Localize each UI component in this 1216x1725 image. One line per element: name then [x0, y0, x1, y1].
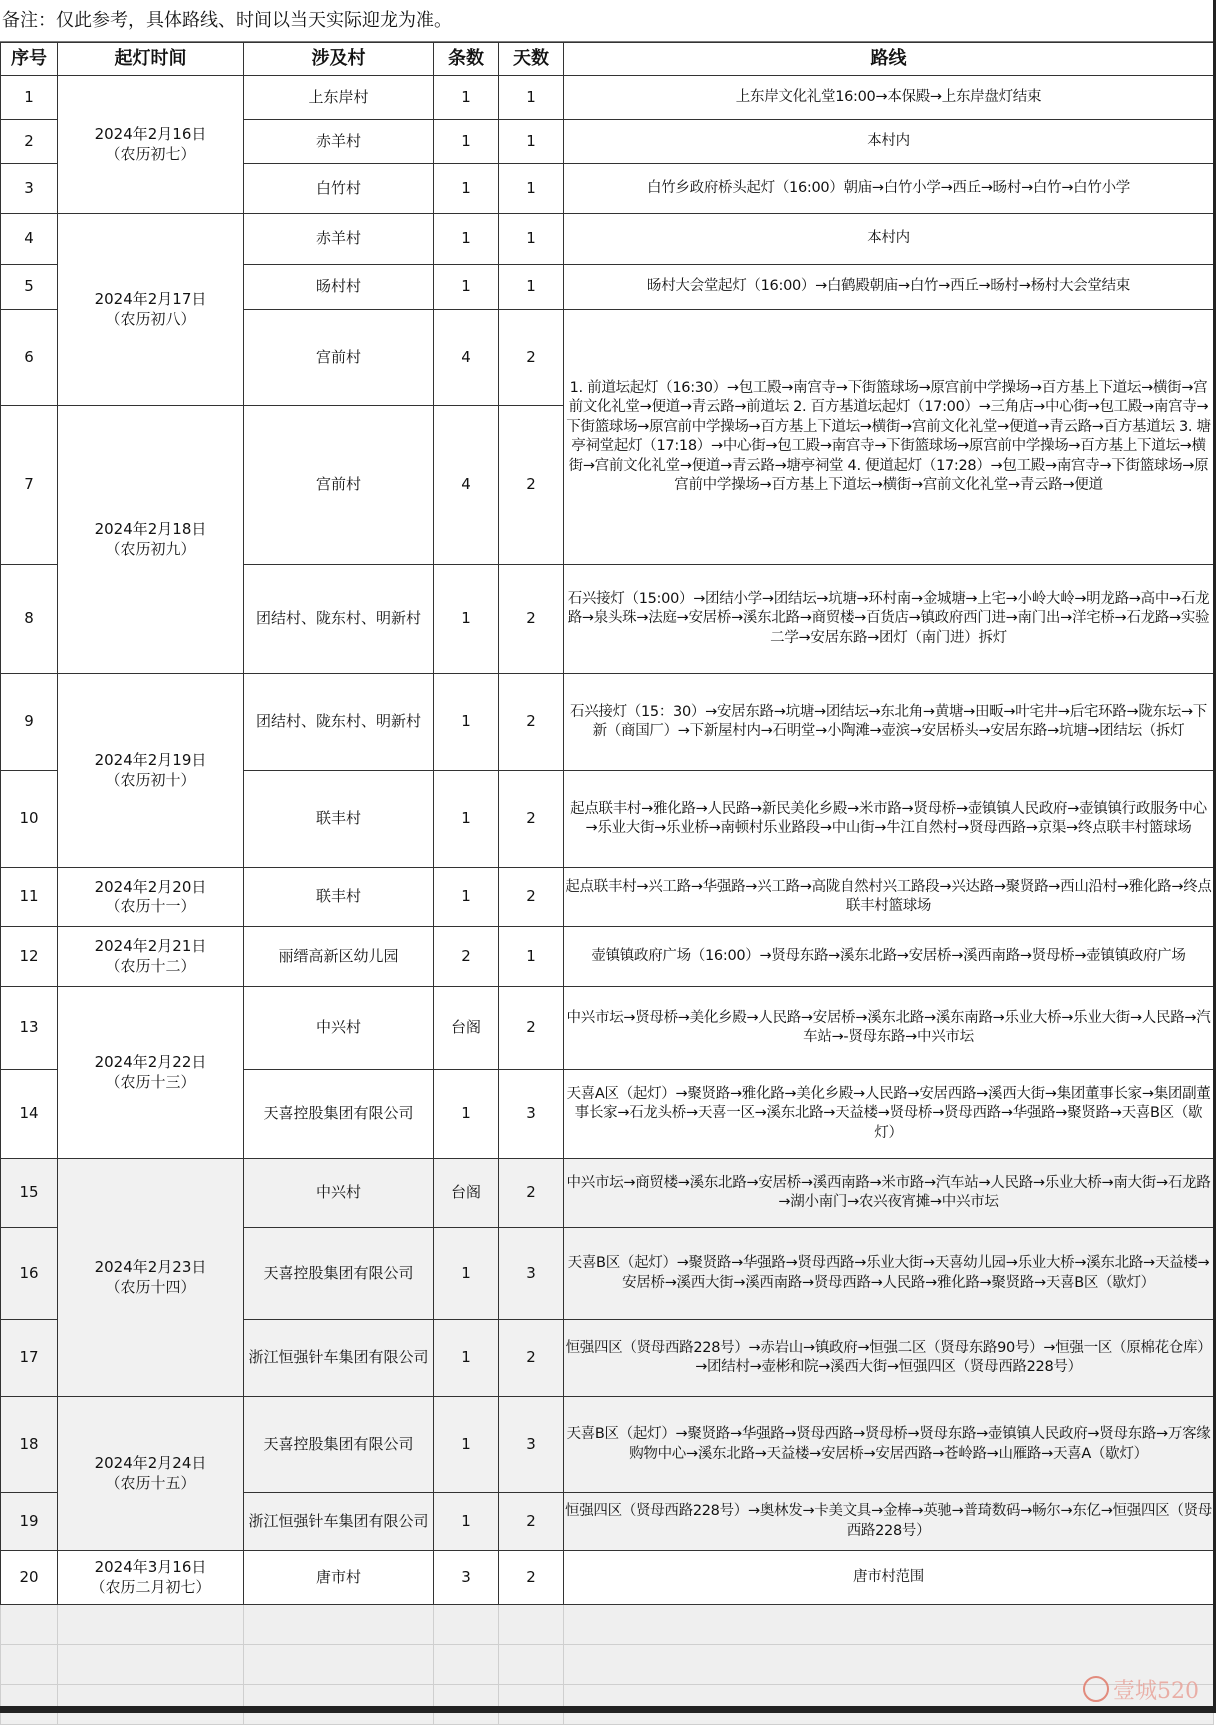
watermark-logo-icon	[1083, 1676, 1109, 1702]
cell-serial: 4	[1, 214, 58, 265]
cell-days: 2	[499, 310, 564, 406]
cell-serial: 15	[1, 1159, 58, 1228]
cell-village: 浙江恒强针车集团有限公司	[244, 1320, 434, 1397]
cell-date: 2024年2月23日 （农历十四）	[58, 1159, 244, 1397]
cell-days: 1	[499, 214, 564, 265]
cell-days: 3	[499, 1070, 564, 1159]
cell-route: 中兴市坛→商贸楼→溪东北路→安居桥→溪西南路→米市路→汽车站→人民路→乐业大桥→南大街→石龙路→湖小南门→农兴夜宵摊→中兴市坛	[564, 1159, 1214, 1228]
cell-route: 本村内	[564, 120, 1214, 164]
cell-village: 丽缙高新区幼儿园	[244, 927, 434, 987]
cell-date: 2024年2月16日 （农历初七）	[58, 76, 244, 214]
cell-serial: 13	[1, 987, 58, 1070]
cell-village: 天喜控股集团有限公司	[244, 1070, 434, 1159]
table-row	[1, 1159, 1214, 1228]
cell-lines: 1	[434, 1228, 499, 1320]
cell-serial: 9	[1, 674, 58, 771]
table-row	[1, 987, 1214, 1070]
cell-serial: 16	[1, 1228, 58, 1320]
cell-days: 1	[499, 927, 564, 987]
cell-serial: 18	[1, 1397, 58, 1493]
cell-serial: 10	[1, 771, 58, 868]
cell-date: 2024年2月18日 （农历初九）	[58, 406, 244, 674]
cell-days: 3	[499, 1228, 564, 1320]
cell-serial: 19	[1, 1493, 58, 1551]
cell-date: 2024年2月24日 （农历十五）	[58, 1397, 244, 1551]
bottom-edge	[0, 1706, 1216, 1713]
cell-village: 天喜控股集团有限公司	[244, 1228, 434, 1320]
cell-village: 唐市村	[244, 1551, 434, 1605]
cell-route: 上东岸文化礼堂16:00→本保殿→上东岸盘灯结束	[564, 76, 1214, 120]
cell-serial: 11	[1, 868, 58, 927]
header-route: 路线	[564, 43, 1214, 76]
cell-lines: 台阁	[434, 987, 499, 1070]
cell-route: 白竹乡政府桥头起灯（16:00）朝庙→白竹小学→西丘→旸村→白竹→白竹小学	[564, 164, 1214, 214]
cell-days: 2	[499, 1493, 564, 1551]
cell-lines: 1	[434, 120, 499, 164]
cell-lines: 2	[434, 927, 499, 987]
header-day-count: 天数	[499, 43, 564, 76]
cell-serial: 7	[1, 406, 58, 565]
cell-serial: 1	[1, 76, 58, 120]
cell-route: 石兴接灯（15:00）→团结小学→团结坛→坑塘→环村南→金城塘→上宅→小岭大岭→明龙路→高中→石龙路→泉头珠→法庭→安居桥→溪东北路→商贸楼→百货店→镇政府西门进→南门出→洋宅桥→石龙路→实验二学→安居东路→团灯（南门进）拆灯	[564, 565, 1214, 674]
empty-row	[1, 1605, 1214, 1645]
header-serial: 序号	[1, 43, 58, 76]
cell-days: 2	[499, 1320, 564, 1397]
cell-date: 2024年2月20日 （农历十一）	[58, 868, 244, 927]
cell-serial: 20	[1, 1551, 58, 1605]
cell-days: 1	[499, 76, 564, 120]
cell-date: 2024年2月21日 （农历十二）	[58, 927, 244, 987]
table-row	[1, 214, 1214, 265]
table-row	[1, 927, 1214, 987]
empty-row	[1, 1645, 1214, 1685]
cell-lines: 3	[434, 1551, 499, 1605]
cell-route: 天喜B区（起灯）→聚贤路→华强路→贤母西路→贤母桥→贤母东路→壶镇镇人民政府→贤母东路→万客缘购物中心→溪东北路→天益楼→安居桥→安居西路→苍岭路→山雁路→天喜A（歇灯）	[564, 1397, 1214, 1493]
cell-route: 起点联丰村→雅化路→人民路→新民美化乡殿→米市路→贤母桥→壶镇镇人民政府→壶镇镇行政服务中心→乐业大街→乐业桥→南顿村乐业路段→中山街→牛江自然村→贤母西路→京渠→终点联丰村篮球场	[564, 771, 1214, 868]
table-row	[1, 76, 1214, 120]
cell-days: 2	[499, 565, 564, 674]
cell-village: 赤羊村	[244, 120, 434, 164]
cell-lines: 1	[434, 674, 499, 771]
remark-note: 备注：仅此参考，具体路线、时间以当天实际迎龙为准。	[0, 0, 1216, 42]
cell-lines: 4	[434, 310, 499, 406]
cell-route: 起点联丰村→兴工路→华强路→兴工路→高陇自然村兴工路段→兴达路→聚贤路→西山沿村→雅化路→终点联丰村篮球场	[564, 868, 1214, 927]
cell-route: 石兴接灯（15：30）→安居东路→坑塘→团结坛→东北角→黄塘→田畈→叶宅井→后宅环路→陇东坛→下新（商国厂）→下新屋村内→石明堂→小陶滩→壶滨→安居桥头→安居东路→坑塘→团结坛（拆灯	[564, 674, 1214, 771]
cell-lines: 1	[434, 1320, 499, 1397]
cell-village: 联丰村	[244, 771, 434, 868]
cell-days: 1	[499, 120, 564, 164]
cell-days: 2	[499, 987, 564, 1070]
cell-village: 旸村村	[244, 265, 434, 310]
empty-row	[1, 1685, 1214, 1725]
table-row	[1, 868, 1214, 927]
cell-lines: 1	[434, 76, 499, 120]
cell-serial: 8	[1, 565, 58, 674]
cell-village: 中兴村	[244, 1159, 434, 1228]
cell-village: 团结村、陇东村、明新村	[244, 674, 434, 771]
cell-lines: 1	[434, 1070, 499, 1159]
cell-lines: 1	[434, 1397, 499, 1493]
site-watermark	[1083, 1672, 1211, 1706]
cell-serial: 5	[1, 265, 58, 310]
cell-village: 团结村、陇东村、明新村	[244, 565, 434, 674]
cell-days: 2	[499, 406, 564, 565]
cell-lines: 4	[434, 406, 499, 565]
header-line-count: 条数	[434, 43, 499, 76]
cell-route-merged: 1. 前道坛起灯（16:30）→包工殿→南宫寺→下街篮球场→原宫前中学操场→百方基上下道坛→横街→宫前文化礼堂→便道→青云路→前道坛 2. 百方基道坛起灯（17:00）→三角店→中心街→包工殿→南宫寺→下街篮球场→原宫前中学操场→百方基上下道坛→横街→宫前文化礼堂→便道→青云路→百方基道坛 3. 塘亭祠堂起灯（17:18）→中心街→包工殿→南宫寺→下街篮球场→原宫前中学操场→百方基上下道坛→横街→宫前文化礼堂→便道→青云路→塘亭祠堂 4. 便道起灯（17:28）→包工殿→南宫寺→下街篮球场→原宫前中学操场→百方基上下道坛→横街→宫前文化礼堂→青云路→便道	[564, 310, 1214, 565]
cell-days: 2	[499, 868, 564, 927]
cell-serial: 2	[1, 120, 58, 164]
cell-route: 旸村大会堂起灯（16:00）→白鹤殿朝庙→白竹→西丘→旸村→杨村大会堂结束	[564, 265, 1214, 310]
table-row	[1, 1397, 1214, 1493]
cell-route: 壶镇镇政府广场（16:00）→贤母东路→溪东北路→安居桥→溪西南路→贤母桥→壶镇镇政府广场	[564, 927, 1214, 987]
cell-serial: 12	[1, 927, 58, 987]
cell-village: 天喜控股集团有限公司	[244, 1397, 434, 1493]
cell-lines: 1	[434, 164, 499, 214]
cell-route: 本村内	[564, 214, 1214, 265]
cell-days: 2	[499, 771, 564, 868]
cell-village: 白竹村	[244, 164, 434, 214]
cell-village: 赤羊村	[244, 214, 434, 265]
cell-village: 联丰村	[244, 868, 434, 927]
table-row	[1, 674, 1214, 771]
header-start-time: 起灯时间	[58, 43, 244, 76]
cell-route: 天喜B区（起灯）→聚贤路→华强路→贤母西路→乐业大街→天喜幼儿园→乐业大桥→溪东北路→天益楼→安居桥→溪西大街→溪西南路→贤母西路→人民路→雅化路→聚贤路→天喜B区（歇灯）	[564, 1228, 1214, 1320]
cell-days: 2	[499, 1159, 564, 1228]
cell-serial: 3	[1, 164, 58, 214]
cell-date: 2024年2月19日 （农历初十）	[58, 674, 244, 868]
cell-lines: 1	[434, 214, 499, 265]
cell-lines: 台阁	[434, 1159, 499, 1228]
cell-route: 恒强四区（贤母西路228号）→奥林发→卡美文具→金棒→英驰→普琦数码→畅尔→东亿→恒强四区（贤母西路228号）	[564, 1493, 1214, 1551]
cell-lines: 1	[434, 565, 499, 674]
cell-village: 宫前村	[244, 310, 434, 406]
cell-route: 天喜A区（起灯）→聚贤路→雅化路→美化乡殿→人民路→安居西路→溪西大街→集团董事长家→集团副董事长家→石龙头桥→天喜一区→溪东北路→天益楼→贤母桥→贤母西路→华强路→聚贤路→天喜B区（歇灯）	[564, 1070, 1214, 1159]
cell-serial: 17	[1, 1320, 58, 1397]
table-header-row	[1, 43, 1214, 76]
cell-route: 中兴市坛→贤母桥→美化乡殿→人民路→安居桥→溪东北路→溪东南路→乐业大桥→乐业大街→人民路→汽车站→-贤母东路→中兴市坛	[564, 987, 1214, 1070]
cell-route: 恒强四区（贤母西路228号）→赤岩山→镇政府→恒强二区（贤母东路90号）→恒强一区（原棉花仓库）→团结村→壶彬和院→溪西大街→恒强四区（贤母西路228号）	[564, 1320, 1214, 1397]
cell-lines: 1	[434, 771, 499, 868]
cell-village: 浙江恒强针车集团有限公司	[244, 1493, 434, 1551]
cell-lines: 1	[434, 1493, 499, 1551]
table-row	[1, 1551, 1214, 1605]
cell-days: 2	[499, 674, 564, 771]
lantern-schedule-table	[0, 42, 1214, 1725]
cell-serial: 6	[1, 310, 58, 406]
cell-days: 3	[499, 1397, 564, 1493]
cell-date: 2024年3月16日 （农历二月初七）	[58, 1551, 244, 1605]
watermark-text: 壹城520	[1113, 1678, 1199, 1704]
cell-village: 宫前村	[244, 406, 434, 565]
cell-village: 中兴村	[244, 987, 434, 1070]
header-village: 涉及村	[244, 43, 434, 76]
cell-serial: 14	[1, 1070, 58, 1159]
cell-days: 1	[499, 265, 564, 310]
cell-lines: 1	[434, 265, 499, 310]
cell-date: 2024年2月17日 （农历初八）	[58, 214, 244, 406]
cell-date: 2024年2月22日 （农历十三）	[58, 987, 244, 1159]
cell-days: 2	[499, 1551, 564, 1605]
cell-route: 唐市村范围	[564, 1551, 1214, 1605]
cell-lines: 1	[434, 868, 499, 927]
cell-village: 上东岸村	[244, 76, 434, 120]
cell-days: 1	[499, 164, 564, 214]
